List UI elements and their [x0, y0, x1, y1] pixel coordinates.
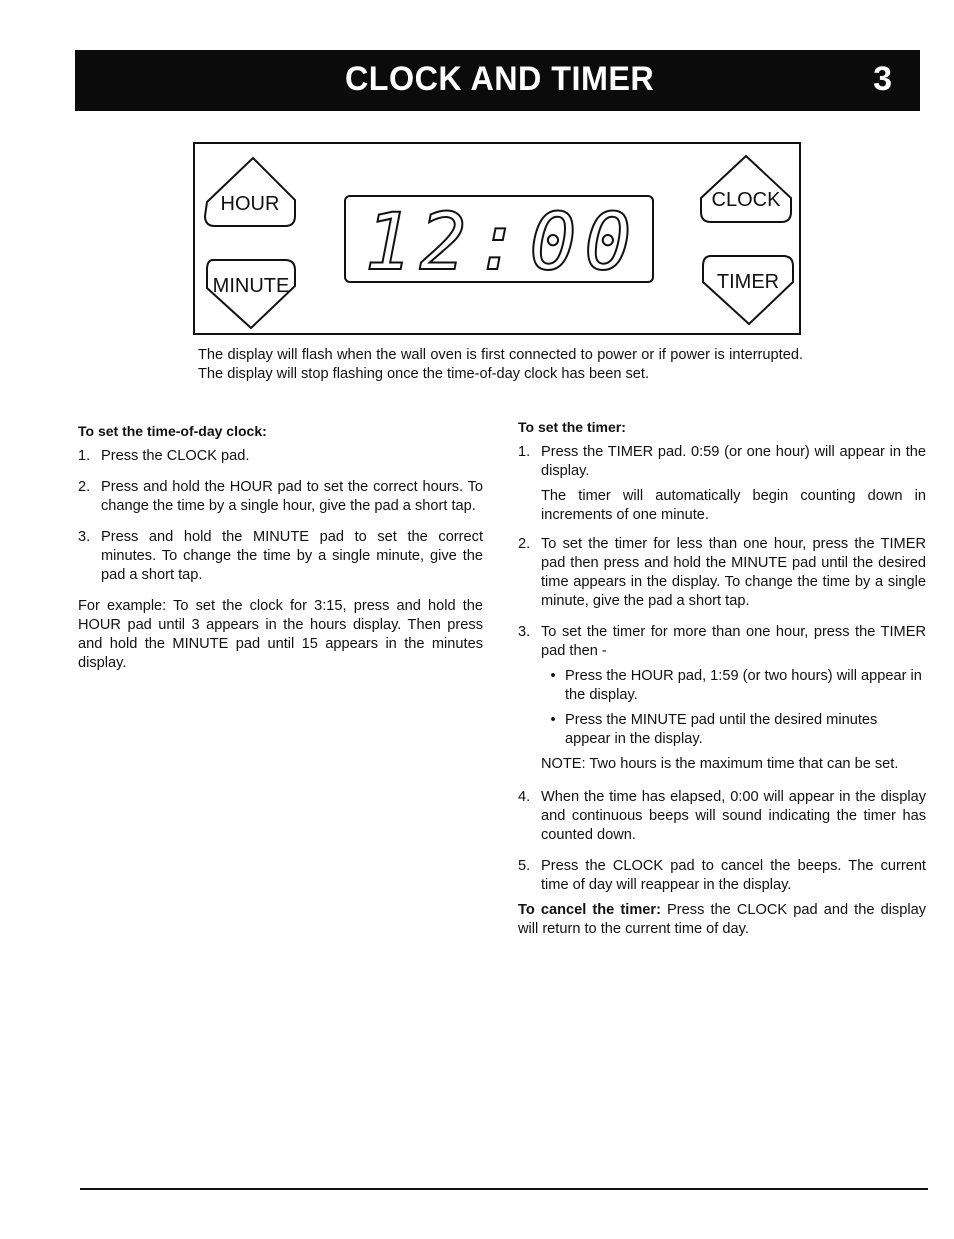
timer-instructions [518, 418, 926, 951]
list-item [518, 443, 926, 481]
cancel-timer-label: To cancel the timer: [518, 902, 661, 918]
bullet-text: Press the MINUTE pad until the desired minutes appear in the display. [565, 712, 878, 747]
step-text: Press the TIMER pad. 0:59 (or one hour) will appear in the display. [541, 444, 926, 479]
cancel-timer-text: Press the CLOCK pad and the display will return to the current time of day. [518, 902, 927, 937]
step-text: Press the CLOCK pad. [101, 448, 250, 464]
bullet-dot: • [550, 668, 556, 684]
step-text: To set the timer for less than one hour, press the TIMER pad then press and hold the MINUTE pad until the desired time appears in the display. To change the time by a single minute, give the pad a short tap. [541, 536, 926, 609]
clock-heading: To set the time-of-day clock: [78, 423, 267, 439]
timer-heading: To set the timer: [518, 419, 626, 435]
step-text: Press and hold the HOUR pad to set the correct hours. To change the time by a single hour, give the pad a short tap. [101, 479, 483, 514]
step-note: NOTE: Two hours is the maximum time that can be set. [541, 756, 899, 772]
step-number: 3. [78, 529, 91, 545]
hour-pad-label: HOUR [220, 193, 280, 215]
step-note: The timer will automatically begin counting down in increments of one minute. [541, 488, 926, 523]
list-item [78, 528, 483, 585]
bullet-item [541, 711, 926, 749]
list-item [78, 447, 483, 466]
list-item [518, 857, 926, 895]
section-title: CLOCK AND TIMER [345, 60, 655, 98]
control-panel-diagram [193, 142, 801, 335]
section-header-bar [75, 50, 920, 111]
cancel-timer-paragraph [518, 901, 926, 939]
list-item [78, 478, 483, 516]
list-item [518, 535, 926, 611]
timer-pad-label: TIMER [716, 271, 780, 293]
bullet-text: Press the HOUR pad, 1:59 (or two hours) will appear in the display. [565, 668, 922, 703]
clock-pad [701, 156, 791, 222]
time-display [345, 196, 653, 288]
step-number: 1. [78, 448, 91, 464]
bullet-item [541, 667, 926, 705]
step-number: 2. [518, 536, 531, 552]
step-text: Press and hold the MINUTE pad to set the correct minutes. To change the time by a single minute, give the pad a short tap. [101, 529, 483, 583]
footer-rule [80, 1188, 928, 1190]
clock-instructions [78, 422, 483, 685]
control-panel-svg [195, 144, 799, 333]
step-number: 3. [518, 624, 531, 640]
display-caption: The display will flash when the wall oven is first connected to power or if power is interrupted. The display will stop flashing once the time-of-day clock has been set. [198, 347, 803, 382]
step-text: Press the CLOCK pad to cancel the beeps. The current time of day will reappear in the display. [541, 858, 926, 893]
step-number: 1. [518, 444, 531, 460]
step-text: To set the timer for more than one hour, press the TIMER pad then - [541, 624, 926, 659]
step-number: 5. [518, 858, 531, 874]
step-number: 2. [78, 479, 91, 495]
list-item [518, 788, 926, 845]
minute-pad [207, 260, 295, 328]
step-number: 4. [518, 789, 531, 805]
page-number: 3 [873, 60, 892, 98]
list-item [518, 623, 926, 661]
minute-pad-label: MINUTE [212, 275, 290, 297]
hour-pad [205, 158, 295, 226]
clock-example: For example: To set the clock for 3:15, press and hold the HOUR pad until 3 appears in the hours display. Then press and hold the MINUTE pad until 15 appears in the minutes display. [78, 598, 483, 671]
bullet-dot: • [550, 712, 556, 728]
step-text: When the time has elapsed, 0:00 will appear in the display and continuous beeps will sound indicating the timer has counted down. [541, 789, 926, 843]
clock-pad-label: CLOCK [711, 189, 781, 211]
display-readout: 12:00 [364, 198, 640, 288]
timer-pad [703, 256, 793, 324]
